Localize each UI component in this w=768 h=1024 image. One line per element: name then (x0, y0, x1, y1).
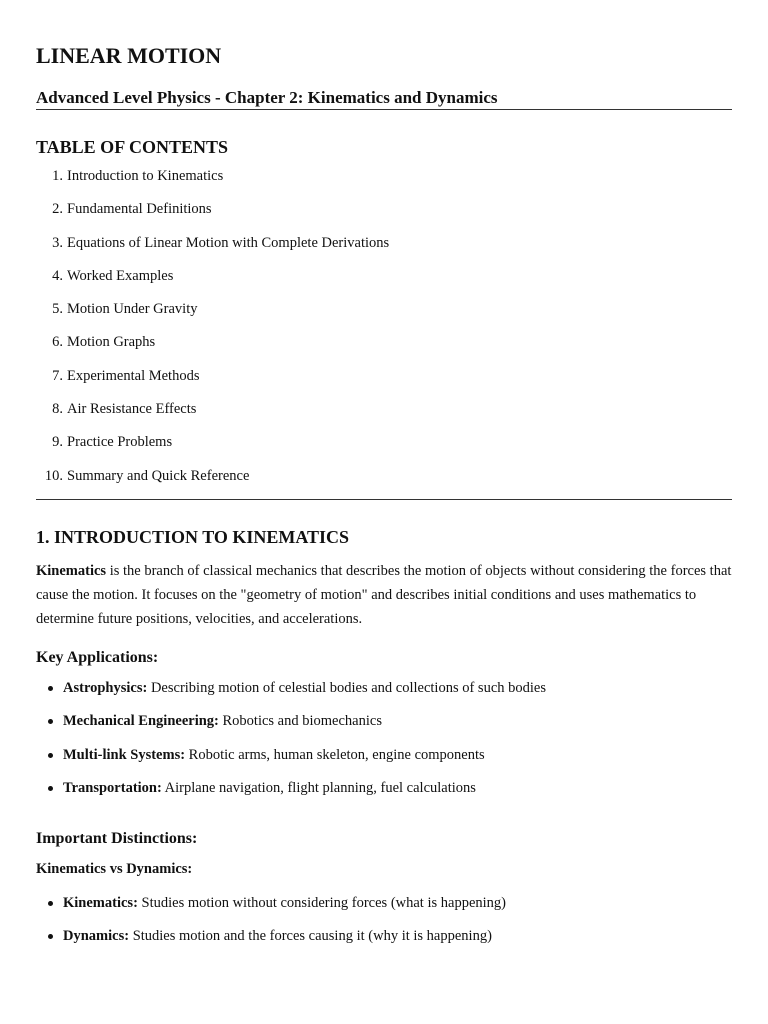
page-subtitle: Advanced Level Physics - Chapter 2: Kinematics and Dynamics (36, 88, 498, 107)
page-title: LINEAR MOTION (36, 43, 222, 68)
list-item-text: Robotic arms, human skeleton, engine components (185, 746, 485, 763)
toc-item-label: Summary and Quick Reference (67, 467, 250, 484)
toc-item-label: Introduction to Kinematics (67, 168, 224, 184)
intro-text: is the branch of classical mechanics that describes the motion of objects without considering the forces that cause the motion. It focuses on the "geometry of motion" and describes initial conditions and uses mathematics to determine future positions, velocities, and accelerations. (36, 562, 732, 627)
list-item-text: Studies motion without considering forces (what is happening) (137, 894, 506, 911)
toc-item[interactable] (36, 399, 732, 432)
toc-item[interactable] (36, 199, 732, 232)
list-item-text: Studies motion and the forces causing it (why it is happening) (129, 927, 492, 944)
toc-item-label: Motion Graphs (67, 334, 156, 351)
intro-paragraph (36, 550, 732, 631)
toc-item-number: 9. (52, 434, 63, 451)
toc-item-label: Motion Under Gravity (67, 301, 198, 318)
toc-item-number: 8. (52, 401, 63, 418)
toc-item[interactable] (36, 466, 732, 499)
toc-item-label: Worked Examples (67, 267, 174, 284)
distinctions-list (36, 880, 732, 960)
list-item-text: Airplane navigation, flight planning, fuel calculations (161, 780, 476, 797)
toc-item-number: 1. (52, 168, 63, 184)
toc-item-number: 4. (52, 267, 63, 284)
toc-item[interactable] (36, 299, 732, 332)
toc-item[interactable] (36, 432, 732, 465)
list-item-term: Kinematics: (63, 894, 138, 911)
list-item-text: Describing motion of celestial bodies and collections of such bodies (147, 679, 546, 696)
toc-item-number: 6. (52, 334, 63, 351)
toc-item-label: Experimental Methods (67, 367, 200, 384)
toc-item[interactable] (36, 266, 732, 299)
distinctions-subheading: Kinematics vs Dynamics: (36, 860, 193, 877)
toc-item-number: 3. (52, 234, 63, 251)
toc-heading: TABLE OF CONTENTS (36, 137, 229, 157)
toc-item[interactable] (36, 366, 732, 399)
applications-list (36, 669, 732, 812)
list-item (36, 745, 732, 778)
toc-item-label: Air Resistance Effects (67, 401, 197, 418)
list-item-term: Multi-link Systems: (63, 746, 186, 763)
list-item-text: Robotics and biomechanics (218, 713, 382, 730)
list-item (36, 678, 732, 711)
toc-item[interactable] (36, 166, 732, 199)
toc-item-number: 7. (52, 367, 63, 384)
list-item-term: Dynamics: (63, 927, 130, 944)
toc-item[interactable] (36, 332, 732, 365)
toc-item-number: 5. (52, 301, 63, 318)
list-item (36, 711, 732, 744)
distinctions-heading: Important Distinctions: (36, 829, 198, 847)
toc-item-number: 10. (44, 467, 63, 484)
applications-heading: Key Applications: (36, 648, 159, 666)
section-heading: 1. INTRODUCTION TO KINEMATICS (36, 526, 350, 547)
list-item (36, 926, 732, 959)
table-of-contents (36, 160, 732, 499)
toc-item-number: 2. (52, 201, 63, 218)
toc-item[interactable] (36, 233, 732, 266)
list-item (36, 893, 732, 926)
toc-item-label: Practice Problems (67, 434, 173, 451)
toc-item-label: Fundamental Definitions (67, 201, 212, 218)
toc-item-label: Equations of Linear Motion with Complete Derivations (67, 234, 390, 251)
list-item-term: Astrophysics: (63, 679, 148, 696)
list-item-term: Mechanical Engineering: (63, 713, 219, 730)
intro-term: Kinematics (36, 562, 107, 579)
list-item-term: Transportation: (63, 780, 162, 797)
list-item (36, 778, 732, 811)
